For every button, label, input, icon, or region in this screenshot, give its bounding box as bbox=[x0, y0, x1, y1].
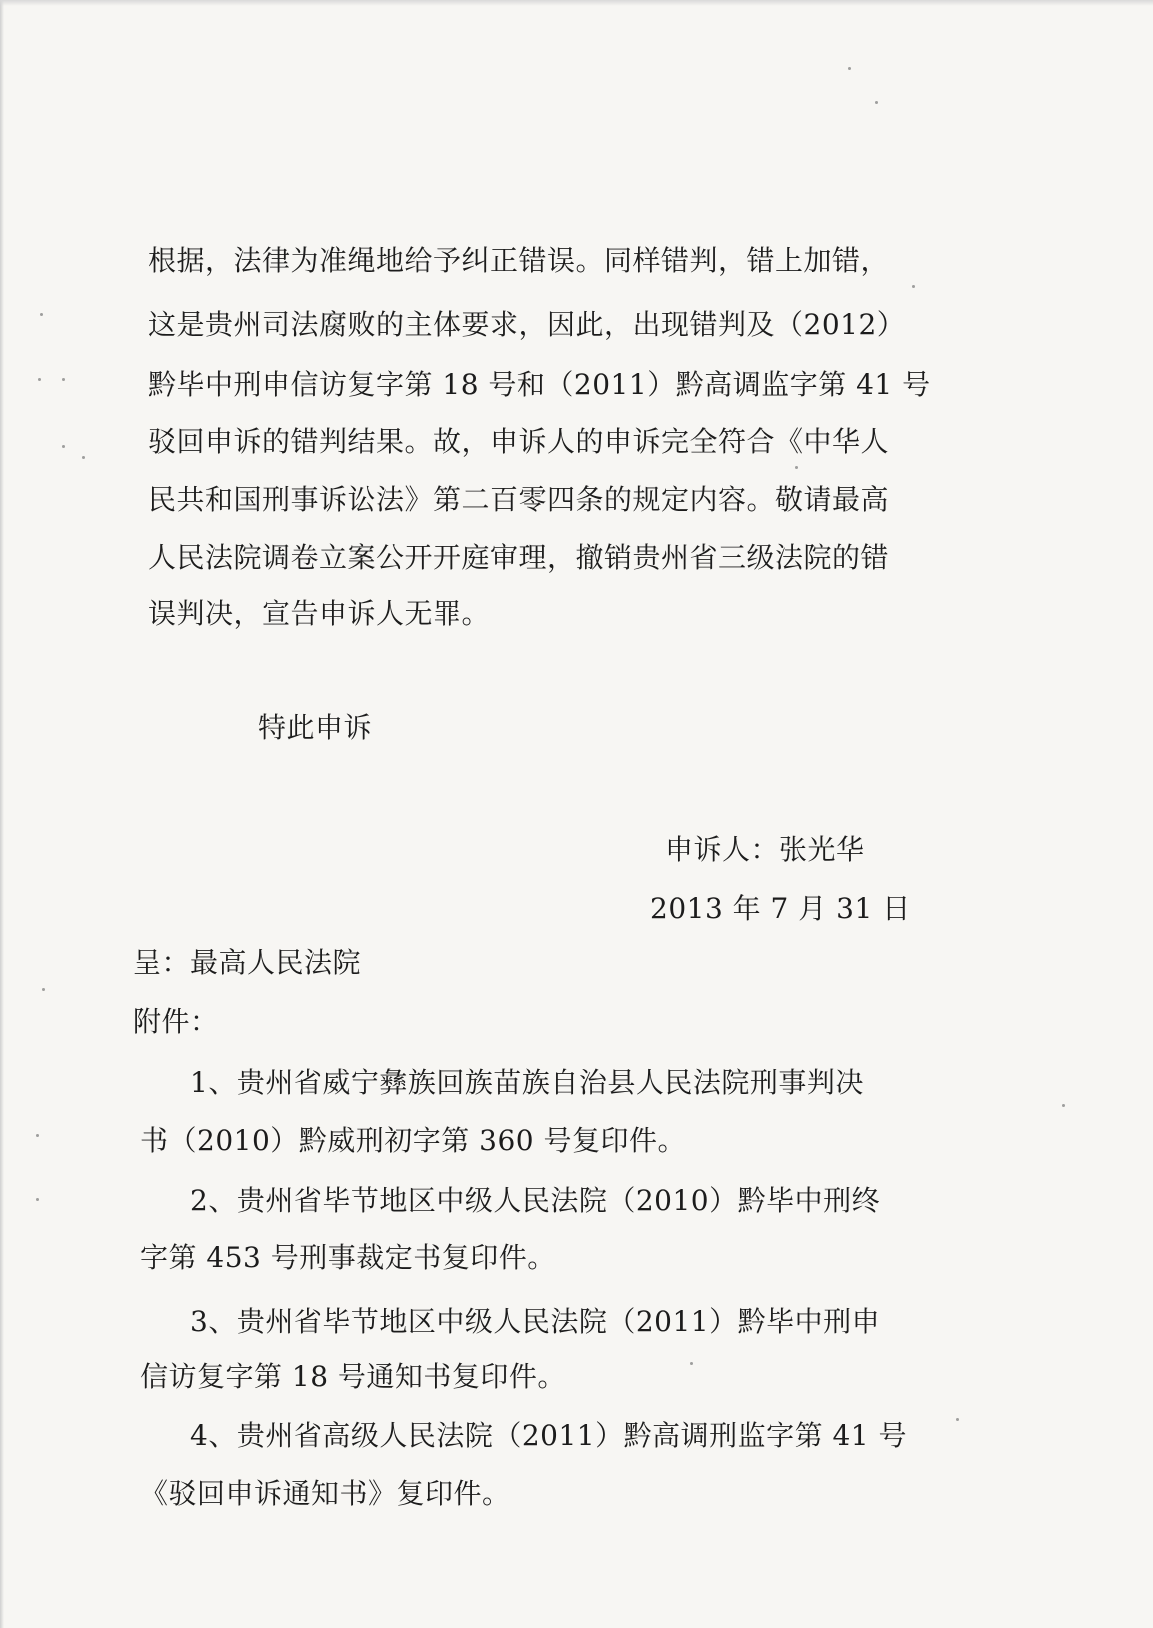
attachment-item: 3、贵州省毕节地区中级人民法院（2011）黔毕中刑申 bbox=[190, 1305, 881, 1338]
closing-phrase: 特此申诉 bbox=[258, 711, 373, 744]
attachment-item: 4、贵州省高级人民法院（2011）黔高调刑监字第 41 号 bbox=[190, 1419, 908, 1452]
scan-speck bbox=[36, 1198, 39, 1201]
scan-speck bbox=[42, 988, 45, 991]
attachments-label: 附件： bbox=[133, 1005, 219, 1038]
scan-speck bbox=[795, 466, 798, 469]
scan-speck bbox=[875, 101, 878, 104]
scan-speck bbox=[40, 313, 43, 316]
attachment-item-continued: 字第 453 号刑事裁定书复印件。 bbox=[140, 1241, 556, 1274]
body-line: 人民法院调卷立案公开开庭审理，撤销贵州省三级法院的错 bbox=[148, 541, 890, 574]
scan-edge bbox=[0, 0, 1153, 6]
attachment-item-continued: 信访复字第 18 号通知书复印件。 bbox=[140, 1360, 566, 1393]
body-line: 根据，法律为准绳地给予纠正错误。同样错判，错上加错， bbox=[148, 244, 890, 277]
attachment-item-continued: 《驳回申诉通知书》复印件。 bbox=[140, 1477, 511, 1510]
body-line: 驳回申诉的错判结果。故，申诉人的申诉完全符合《中华人 bbox=[148, 425, 890, 458]
date-line: 2013 年 7 月 31 日 bbox=[650, 892, 911, 925]
scan-speck bbox=[956, 1418, 959, 1421]
body-line: 误判决，宣告申诉人无罪。 bbox=[148, 597, 491, 630]
scan-speck bbox=[38, 378, 41, 381]
body-line: 这是贵州司法腐败的主体要求，因此，出现错判及（2012） bbox=[148, 308, 906, 341]
body-line: 民共和国刑事诉讼法》第二百零四条的规定内容。敬请最高 bbox=[148, 483, 890, 516]
signature-line: 申诉人：张光华 bbox=[665, 833, 865, 866]
scan-speck bbox=[848, 67, 851, 70]
scan-edge bbox=[0, 0, 4, 1628]
scan-speck bbox=[62, 445, 65, 448]
scan-speck bbox=[82, 456, 85, 459]
attachment-item: 2、贵州省毕节地区中级人民法院（2010）黔毕中刑终 bbox=[190, 1184, 881, 1217]
scan-speck bbox=[36, 1134, 39, 1137]
recipient-line: 呈：最高人民法院 bbox=[133, 946, 362, 979]
attachment-item: 1、贵州省威宁彝族回族苗族自治县人民法院刑事判决 bbox=[190, 1066, 864, 1099]
scan-speck bbox=[690, 1362, 693, 1365]
body-line: 黔毕中刑申信访复字第 18 号和（2011）黔高调监字第 41 号 bbox=[148, 368, 931, 401]
scan-speck bbox=[62, 378, 65, 381]
scan-speck bbox=[1062, 1104, 1065, 1107]
scan-speck bbox=[912, 285, 915, 288]
attachment-item-continued: 书（2010）黔威刑初字第 360 号复印件。 bbox=[140, 1124, 687, 1157]
